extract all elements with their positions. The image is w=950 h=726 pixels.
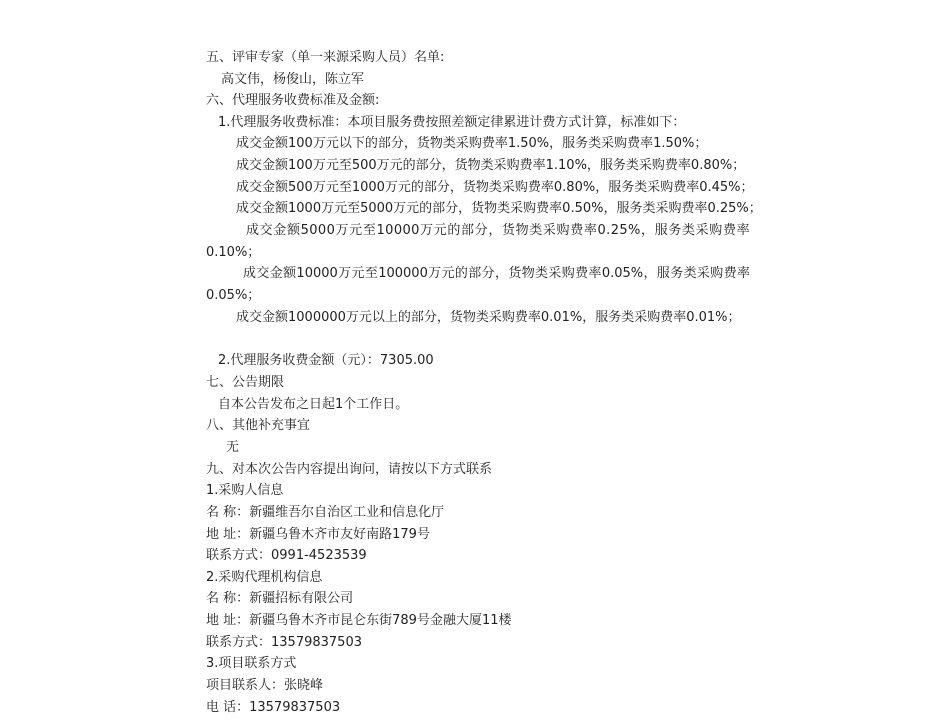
agency-contact: 联系方式：13579837503 [206,635,362,650]
fee-rate-line: 成交金额100万元以下的部分，货物类采购费率1.50%，服务类采购费率1.50%； [236,136,708,151]
section-7-heading: 七、公告期限 [206,375,285,390]
agency-heading: 2.采购代理机构信息 [206,570,323,585]
purchaser-name: 名 称：新疆维吾尔自治区工业和信息化厅 [206,505,445,520]
expert-list: 高文伟，杨俊山，陈立军 [221,72,365,87]
fee-amount: 2.代理服务收费金额（元）：7305.00 [218,353,434,368]
fee-rate-continuation: 0.05%； [206,288,261,303]
section-5-heading: 五、评审专家（单一来源采购人员）名单: [206,50,445,65]
project-contact-heading: 3.项目联系方式 [206,656,297,671]
fee-standard-label: 1.代理服务收费标准：本项目服务费按照差额定律累进计费方式计算，标准如下： [218,115,686,130]
fee-rate-line: 成交金额10000万元至100000万元的部分，货物类采购费率0.05%，服务类采购费率 [243,266,750,281]
fee-rate-line: 成交金额1000000万元以上的部分，货物类采购费率0.01%，服务类采购费率0.01%； [236,310,741,325]
agency-address: 地 址：新疆乌鲁木齐市昆仑东街789号金融大厦11楼 [206,613,512,628]
fee-rate-line: 成交金额1000万元至5000万元的部分，货物类采购费率0.50%，服务类采购费率0.25%； [236,201,762,216]
project-contact-person: 项目联系人：张晓峰 [206,678,324,693]
fee-rate-line: 成交金额100万元至500万元的部分，货物类采购费率1.10%，服务类采购费率0.80%； [236,158,746,173]
supplementary-content: 无 [226,440,240,455]
section-6-heading: 六、代理服务收费标准及金额: [206,93,380,108]
fee-rate-wrapped [206,220,750,264]
fee-rate-line: 成交金额500万元至1000万元的部分，货物类采购费率0.80%，服务类采购费率0.45%； [236,180,754,195]
section-9-heading: 九、对本次公告内容提出询问，请按以下方式联系 [206,462,493,477]
notice-period: 自本公告发布之日起1个工作日。 [218,397,409,412]
section-8-heading: 八、其他补充事宜 [206,418,311,433]
purchaser-contact: 联系方式：0991-4523539 [206,548,367,563]
purchaser-address: 地 址：新疆乌鲁木齐市友好南路179号 [206,527,430,542]
purchaser-heading: 1.采购人信息 [206,483,284,498]
fee-rate-continuation: 0.10%； [206,245,261,260]
project-phone: 电 话：13579837503 [206,700,341,715]
agency-name: 名 称：新疆招标有限公司 [206,591,354,606]
fee-rate-line: 成交金额5000万元至10000万元的部分，货物类采购费率0.25%，服务类采购费率 [246,223,750,238]
fee-rate-wrapped [206,263,750,307]
